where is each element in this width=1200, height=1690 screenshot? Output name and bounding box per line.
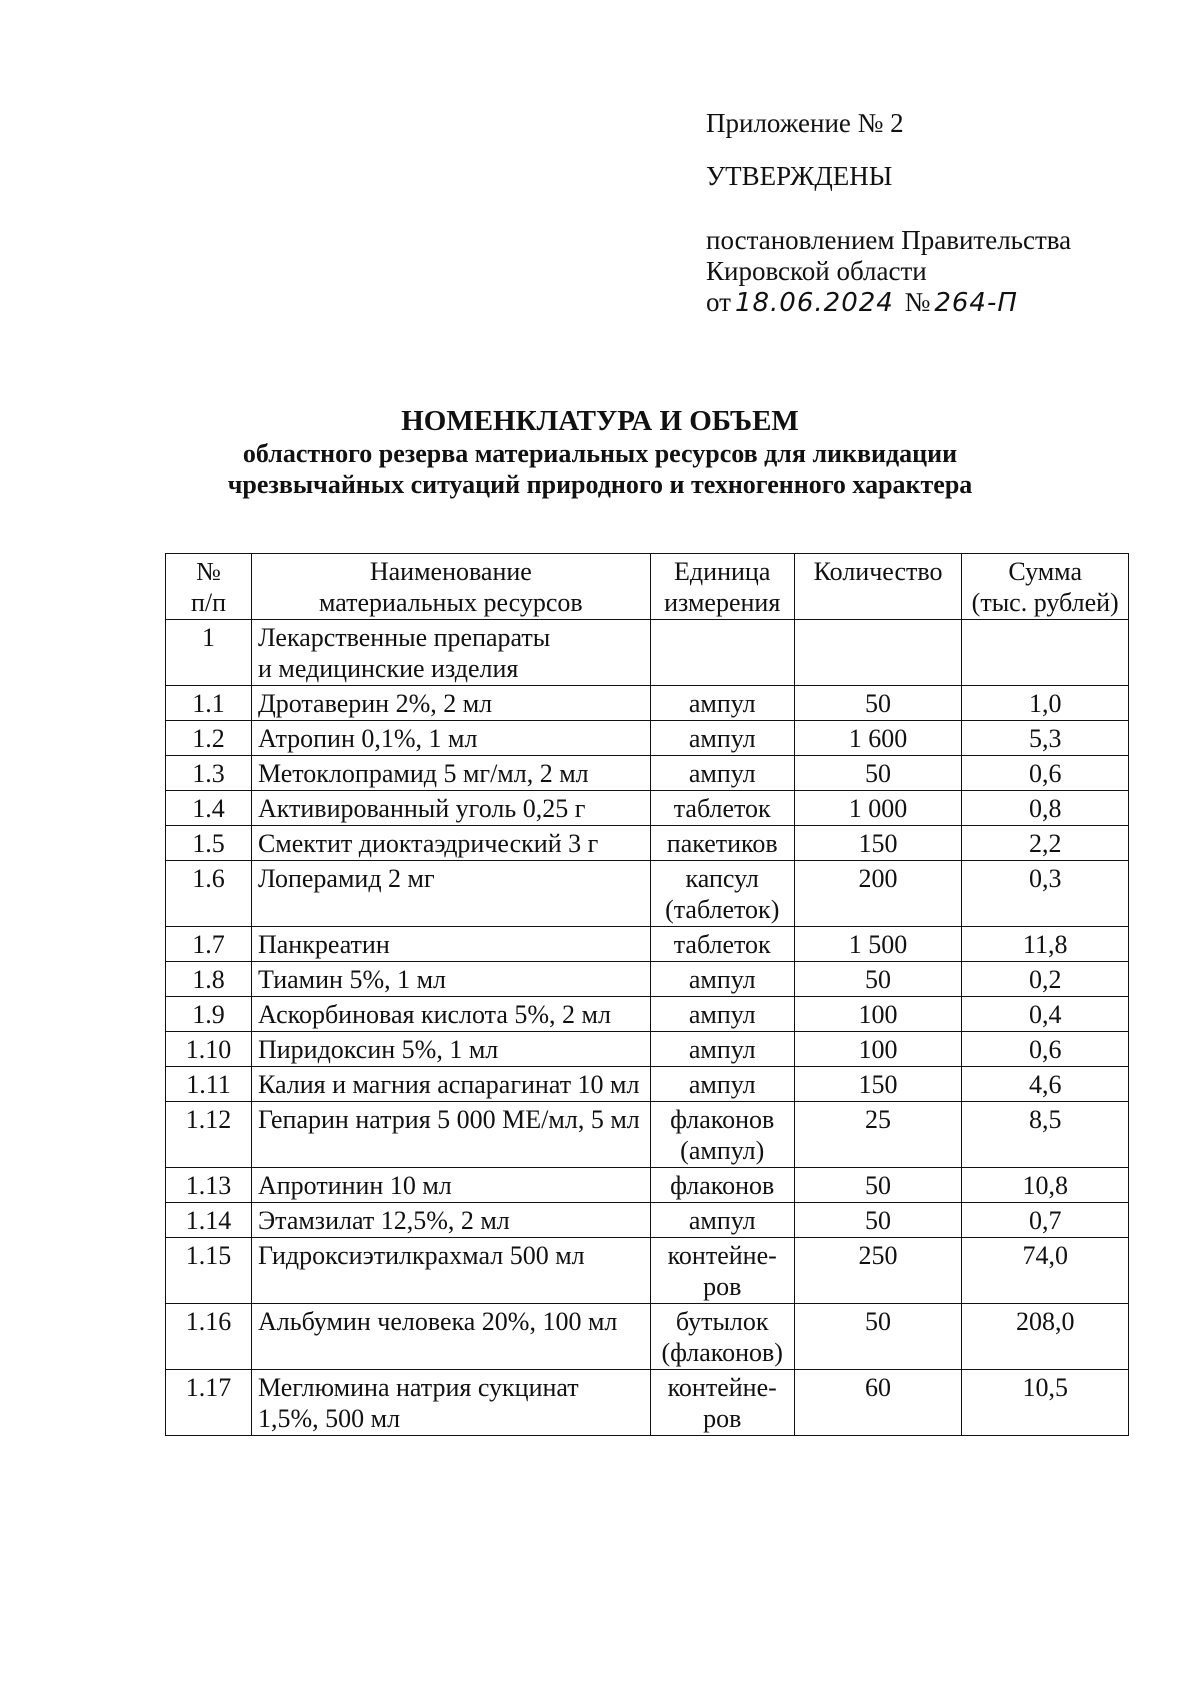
row-sum: 2,2 xyxy=(962,826,1129,861)
section-name: Лекарственные препараты и медицинские изделия xyxy=(251,620,650,686)
row-num: 1.9 xyxy=(166,997,252,1032)
table-row xyxy=(166,756,1129,791)
number-prefix: № xyxy=(904,287,931,317)
table-row xyxy=(166,962,1129,997)
col-header-unit: Единица измерения xyxy=(650,554,794,620)
table-header-row xyxy=(166,554,1129,620)
row-unit: флаконов (ампул) xyxy=(650,1102,794,1168)
handwritten-number: 264-П xyxy=(934,288,1018,318)
row-qty: 250 xyxy=(794,1238,962,1304)
row-name: Панкреатин xyxy=(251,927,650,962)
row-name: Альбумин человека 20%, 100 мл xyxy=(251,1304,650,1370)
row-sum: 5,3 xyxy=(962,721,1129,756)
appendix-label: Приложение № 2 xyxy=(706,108,904,138)
table-row xyxy=(166,686,1129,721)
row-sum: 0,2 xyxy=(962,962,1129,997)
row-unit: ампул xyxy=(650,1067,794,1102)
row-qty: 100 xyxy=(794,1032,962,1067)
section-row xyxy=(166,620,1129,686)
row-qty: 150 xyxy=(794,826,962,861)
col-header-name: Наименование материальных ресурсов xyxy=(251,554,650,620)
row-name: Меглюмина натрия сукцинат 1,5%, 500 мл xyxy=(251,1370,650,1436)
table-row xyxy=(166,1067,1129,1102)
row-qty: 200 xyxy=(794,861,962,927)
row-qty: 50 xyxy=(794,686,962,721)
row-num: 1.8 xyxy=(166,962,252,997)
table-row xyxy=(166,1168,1129,1203)
row-qty: 1 500 xyxy=(794,927,962,962)
row-num: 1.1 xyxy=(166,686,252,721)
row-sum: 1,0 xyxy=(962,686,1129,721)
table-row xyxy=(166,1238,1129,1304)
section-num: 1 xyxy=(166,620,252,686)
row-unit: ампул xyxy=(650,1032,794,1067)
row-unit: бутылок (флаконов) xyxy=(650,1304,794,1370)
decree-line-1: постановлением Правительства xyxy=(706,225,1072,255)
row-sum: 0,4 xyxy=(962,997,1129,1032)
handwritten-date: 18.06.2024 xyxy=(734,288,894,318)
row-name: Атропин 0,1%, 1 мл xyxy=(251,721,650,756)
row-name: Смектит диоктаэдрический 3 г xyxy=(251,826,650,861)
table-row xyxy=(166,826,1129,861)
row-unit: ампул xyxy=(650,686,794,721)
row-qty: 25 xyxy=(794,1102,962,1168)
row-num: 1.5 xyxy=(166,826,252,861)
decree-date-line xyxy=(706,287,1071,319)
col-header-qty: Количество xyxy=(794,554,962,620)
row-sum: 0,8 xyxy=(962,791,1129,826)
row-name: Пиридоксин 5%, 1 мл xyxy=(251,1032,650,1067)
table-row xyxy=(166,1203,1129,1238)
row-unit: ампул xyxy=(650,962,794,997)
row-unit: пакетиков xyxy=(650,826,794,861)
row-qty: 50 xyxy=(794,756,962,791)
row-num: 1.13 xyxy=(166,1168,252,1203)
row-qty: 50 xyxy=(794,1304,962,1370)
title-sub-2: чрезвычайных ситуаций природного и техногенного характера xyxy=(227,470,973,499)
row-num: 1.10 xyxy=(166,1032,252,1067)
row-name: Этамзилат 12,5%, 2 мл xyxy=(251,1203,650,1238)
table-row xyxy=(166,997,1129,1032)
document-title xyxy=(0,404,1200,500)
row-qty: 150 xyxy=(794,1067,962,1102)
table-row xyxy=(166,791,1129,826)
approval-header xyxy=(706,108,1071,319)
date-prefix: от xyxy=(706,287,731,317)
row-num: 1.7 xyxy=(166,927,252,962)
row-unit: капсул (таблеток) xyxy=(650,861,794,927)
row-unit: контейне-ров xyxy=(650,1370,794,1436)
row-qty: 60 xyxy=(794,1370,962,1436)
row-unit: таблеток xyxy=(650,927,794,962)
row-name: Гепарин натрия 5 000 МЕ/мл, 5 мл xyxy=(251,1102,650,1168)
row-num: 1.16 xyxy=(166,1304,252,1370)
row-unit: ампул xyxy=(650,756,794,791)
row-num: 1.6 xyxy=(166,861,252,927)
row-name: Дротаверин 2%, 2 мл xyxy=(251,686,650,721)
row-name: Тиамин 5%, 1 мл xyxy=(251,962,650,997)
table-row xyxy=(166,927,1129,962)
resources-table xyxy=(165,553,1129,1436)
row-qty: 50 xyxy=(794,1168,962,1203)
table-row xyxy=(166,721,1129,756)
table-row xyxy=(166,1102,1129,1168)
col-header-num: № п/п xyxy=(166,554,252,620)
title-main: НОМЕНКЛАТУРА И ОБЪЕМ xyxy=(401,405,799,437)
row-sum: 8,5 xyxy=(962,1102,1129,1168)
row-num: 1.12 xyxy=(166,1102,252,1168)
row-unit: ампул xyxy=(650,721,794,756)
row-sum: 0,7 xyxy=(962,1203,1129,1238)
row-sum: 0,6 xyxy=(962,1032,1129,1067)
row-unit: ампул xyxy=(650,1203,794,1238)
row-name: Активированный уголь 0,25 г xyxy=(251,791,650,826)
title-sub-1: областного резерва материальных ресурсов для ликвидации xyxy=(242,439,958,468)
row-qty: 1 600 xyxy=(794,721,962,756)
row-sum: 0,6 xyxy=(962,756,1129,791)
row-num: 1.11 xyxy=(166,1067,252,1102)
row-qty: 100 xyxy=(794,997,962,1032)
approved-label: УТВЕРЖДЕНЫ xyxy=(706,161,893,191)
table-row xyxy=(166,861,1129,927)
row-unit: ампул xyxy=(650,997,794,1032)
row-num: 1.2 xyxy=(166,721,252,756)
row-sum: 4,6 xyxy=(962,1067,1129,1102)
row-qty: 50 xyxy=(794,962,962,997)
table-row xyxy=(166,1304,1129,1370)
row-name: Гидроксиэтилкрахмал 500 мл xyxy=(251,1238,650,1304)
table-body xyxy=(166,686,1129,1436)
row-sum: 208,0 xyxy=(962,1304,1129,1370)
row-num: 1.14 xyxy=(166,1203,252,1238)
row-sum: 11,8 xyxy=(962,927,1129,962)
row-qty: 50 xyxy=(794,1203,962,1238)
row-num: 1.15 xyxy=(166,1238,252,1304)
row-sum: 0,3 xyxy=(962,861,1129,927)
row-num: 1.17 xyxy=(166,1370,252,1436)
decree-line-2: Кировской области xyxy=(706,256,927,286)
row-name: Аскорбиновая кислота 5%, 2 мл xyxy=(251,997,650,1032)
row-sum: 10,5 xyxy=(962,1370,1129,1436)
row-unit: таблеток xyxy=(650,791,794,826)
row-unit: флаконов xyxy=(650,1168,794,1203)
row-num: 1.3 xyxy=(166,756,252,791)
row-name: Апротинин 10 мл xyxy=(251,1168,650,1203)
row-num: 1.4 xyxy=(166,791,252,826)
row-unit: контейне-ров xyxy=(650,1238,794,1304)
row-name: Метоклопрамид 5 мг/мл, 2 мл xyxy=(251,756,650,791)
row-name: Калия и магния аспарагинат 10 мл xyxy=(251,1067,650,1102)
table-row xyxy=(166,1370,1129,1436)
row-sum: 74,0 xyxy=(962,1238,1129,1304)
row-qty: 1 000 xyxy=(794,791,962,826)
row-sum: 10,8 xyxy=(962,1168,1129,1203)
table-row xyxy=(166,1032,1129,1067)
row-name: Лоперамид 2 мг xyxy=(251,861,650,927)
col-header-sum: Сумма (тыс. рублей) xyxy=(962,554,1129,620)
